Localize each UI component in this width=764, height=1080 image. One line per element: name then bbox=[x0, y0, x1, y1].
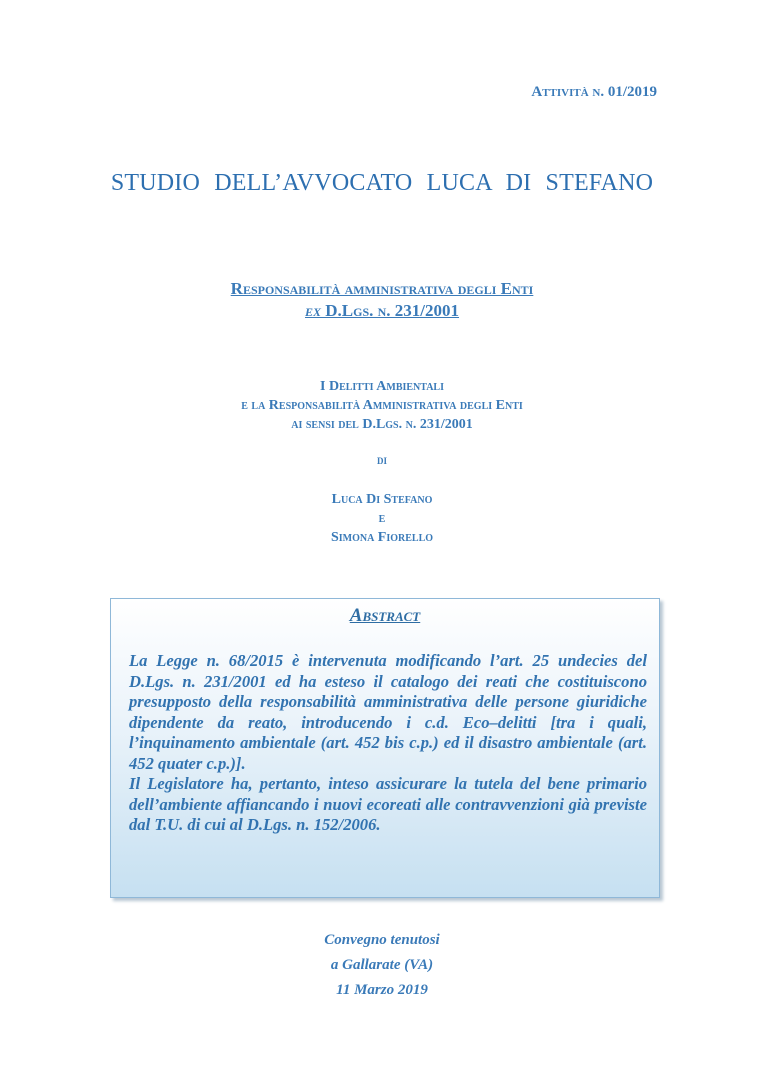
subject-line-1: Responsabilità amministrativa degli Enti bbox=[230, 279, 534, 298]
subject-line-2 bbox=[305, 301, 459, 320]
abstract-text bbox=[129, 651, 647, 836]
subject-ex: ex bbox=[304, 301, 321, 320]
paper-title-line: I Delitti Ambientali bbox=[320, 379, 444, 394]
by-label: di bbox=[376, 452, 387, 467]
authors-block bbox=[0, 490, 764, 547]
abstract-heading: Abstract bbox=[349, 605, 421, 626]
subject-heading bbox=[0, 278, 764, 322]
conference-line: 11 Marzo 2019 bbox=[336, 982, 428, 998]
abstract-paragraph: La Legge n. 68/2015 è intervenuta modificando l’art. 25 undecies del D.Lgs. n. 231/2001 ed ha esteso il catalogo dei reati che costituiscono presupposto della responsabilità amministrativa delle persone giuridiche dipendente da reato, introducendo i c.d. Eco–delitti [tra i quali, l’inquinamento ambientale (art. 452 bis c.p.) ed il disastro ambientale (art. 452 quater c.p.)]. bbox=[129, 651, 647, 773]
conference-info bbox=[0, 928, 764, 1003]
studio-title: STUDIO DELL’AVVOCATO LUCA DI STEFANO bbox=[110, 170, 654, 196]
subject-decree: D.Lgs. n. 231/2001 bbox=[321, 301, 460, 320]
paper-title-line: e la Responsabilità Amministrativa degli Enti bbox=[241, 398, 523, 413]
conference-line: a Gallarate (VA) bbox=[330, 957, 434, 973]
abstract-paragraph: Il Legislatore ha, pertanto, inteso assicurare la tutela del bene primario dell’ambiente affiancando i nuovi ecoreati alle contravvenzioni già previste dal T.U. di cui al D.Lgs. n. 152/2006. bbox=[129, 774, 647, 834]
paper-title-line: ai sensi del D.Lgs. n. 231/2001 bbox=[291, 417, 473, 432]
author-name: Luca Di Stefano bbox=[331, 492, 433, 507]
conjunction: e bbox=[378, 511, 386, 526]
paper-title bbox=[0, 377, 764, 434]
conference-line: Convegno tenutosi bbox=[324, 932, 440, 948]
abstract-box bbox=[110, 598, 660, 898]
activity-number: Attività n. 01/2019 bbox=[531, 84, 657, 100]
author-name: Simona Fiorello bbox=[330, 530, 434, 545]
